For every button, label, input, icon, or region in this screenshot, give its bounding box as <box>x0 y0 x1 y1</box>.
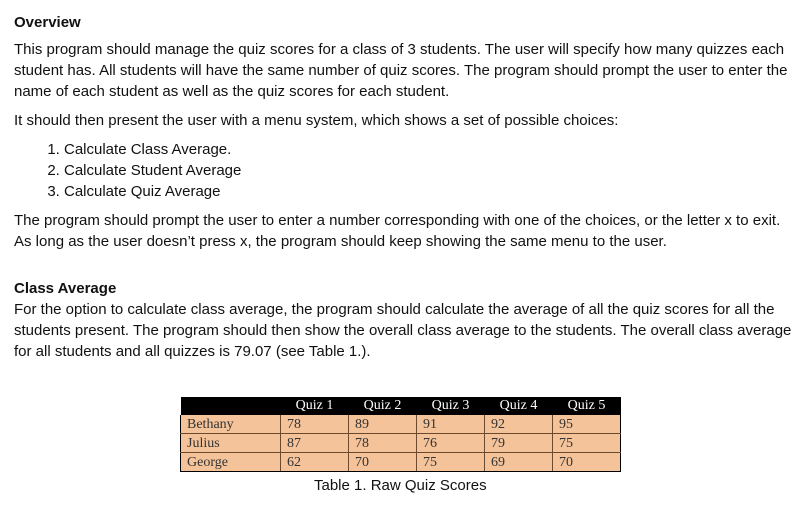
table-header-cell: Quiz 2 <box>349 397 417 415</box>
overview-paragraph-3: The program should prompt the user to enter a number corresponding with one of the choices, or the letter x to exit. As long as the user doesn’t press x, the program should keep showing the same menu to the user. <box>14 212 781 250</box>
menu-choice-2: 2. Calculate Student Average <box>64 160 794 181</box>
score-cell: 79 <box>485 434 553 453</box>
score-cell: 95 <box>553 415 621 434</box>
section-spacer <box>14 260 794 278</box>
quiz-scores-table <box>180 397 621 472</box>
score-cell: 75 <box>417 453 485 472</box>
table-header-cell: Quiz 3 <box>417 397 485 415</box>
score-cell: 78 <box>281 415 349 434</box>
menu-choice-1: 1. Calculate Class Average. <box>64 139 794 160</box>
table-header-row <box>181 397 621 415</box>
score-cell: 62 <box>281 453 349 472</box>
class-average-paragraph: For the option to calculate class average, the program should calculate the average of all the quiz scores for all the students present. The program should then show the overall class average to the students. The overall class average for all students and all quizzes is 79.07 (see Table 1.). <box>14 301 792 360</box>
score-cell: 89 <box>349 415 417 434</box>
score-cell: 75 <box>553 434 621 453</box>
score-cell: 91 <box>417 415 485 434</box>
document-body <box>14 12 794 370</box>
table-row <box>181 415 621 434</box>
table-header-cell: Quiz 5 <box>553 397 621 415</box>
overview-heading: Overview <box>14 14 81 31</box>
score-cell: 87 <box>281 434 349 453</box>
score-cell: 78 <box>349 434 417 453</box>
overview-paragraph-2: It should then present the user with a menu system, which shows a set of possible choices: <box>14 112 619 129</box>
score-cell: 70 <box>349 453 417 472</box>
score-cell: 69 <box>485 453 553 472</box>
quiz-scores-table-wrapper <box>180 397 621 472</box>
table-header-cell: Quiz 1 <box>281 397 349 415</box>
table-row <box>181 453 621 472</box>
score-cell: 70 <box>553 453 621 472</box>
menu-choice-3: 3. Calculate Quiz Average <box>64 181 794 202</box>
table-header-cell <box>181 397 281 415</box>
table-row <box>181 434 621 453</box>
class-average-heading: Class Average <box>14 280 117 297</box>
table-header-cell: Quiz 4 <box>485 397 553 415</box>
score-cell: 76 <box>417 434 485 453</box>
menu-choices-list <box>14 139 794 202</box>
student-name-cell: Julius <box>181 434 281 453</box>
student-name-cell: George <box>181 453 281 472</box>
overview-paragraph-1: This program should manage the quiz scores for a class of 3 students. The user will specify how many quizzes each student has. All students will have the same number of quiz scores. The program should prompt the user to enter the name of each student as well as the quiz scores for each student. <box>14 41 788 100</box>
table-caption: Table 1. Raw Quiz Scores <box>314 477 487 494</box>
score-cell: 92 <box>485 415 553 434</box>
student-name-cell: Bethany <box>181 415 281 434</box>
